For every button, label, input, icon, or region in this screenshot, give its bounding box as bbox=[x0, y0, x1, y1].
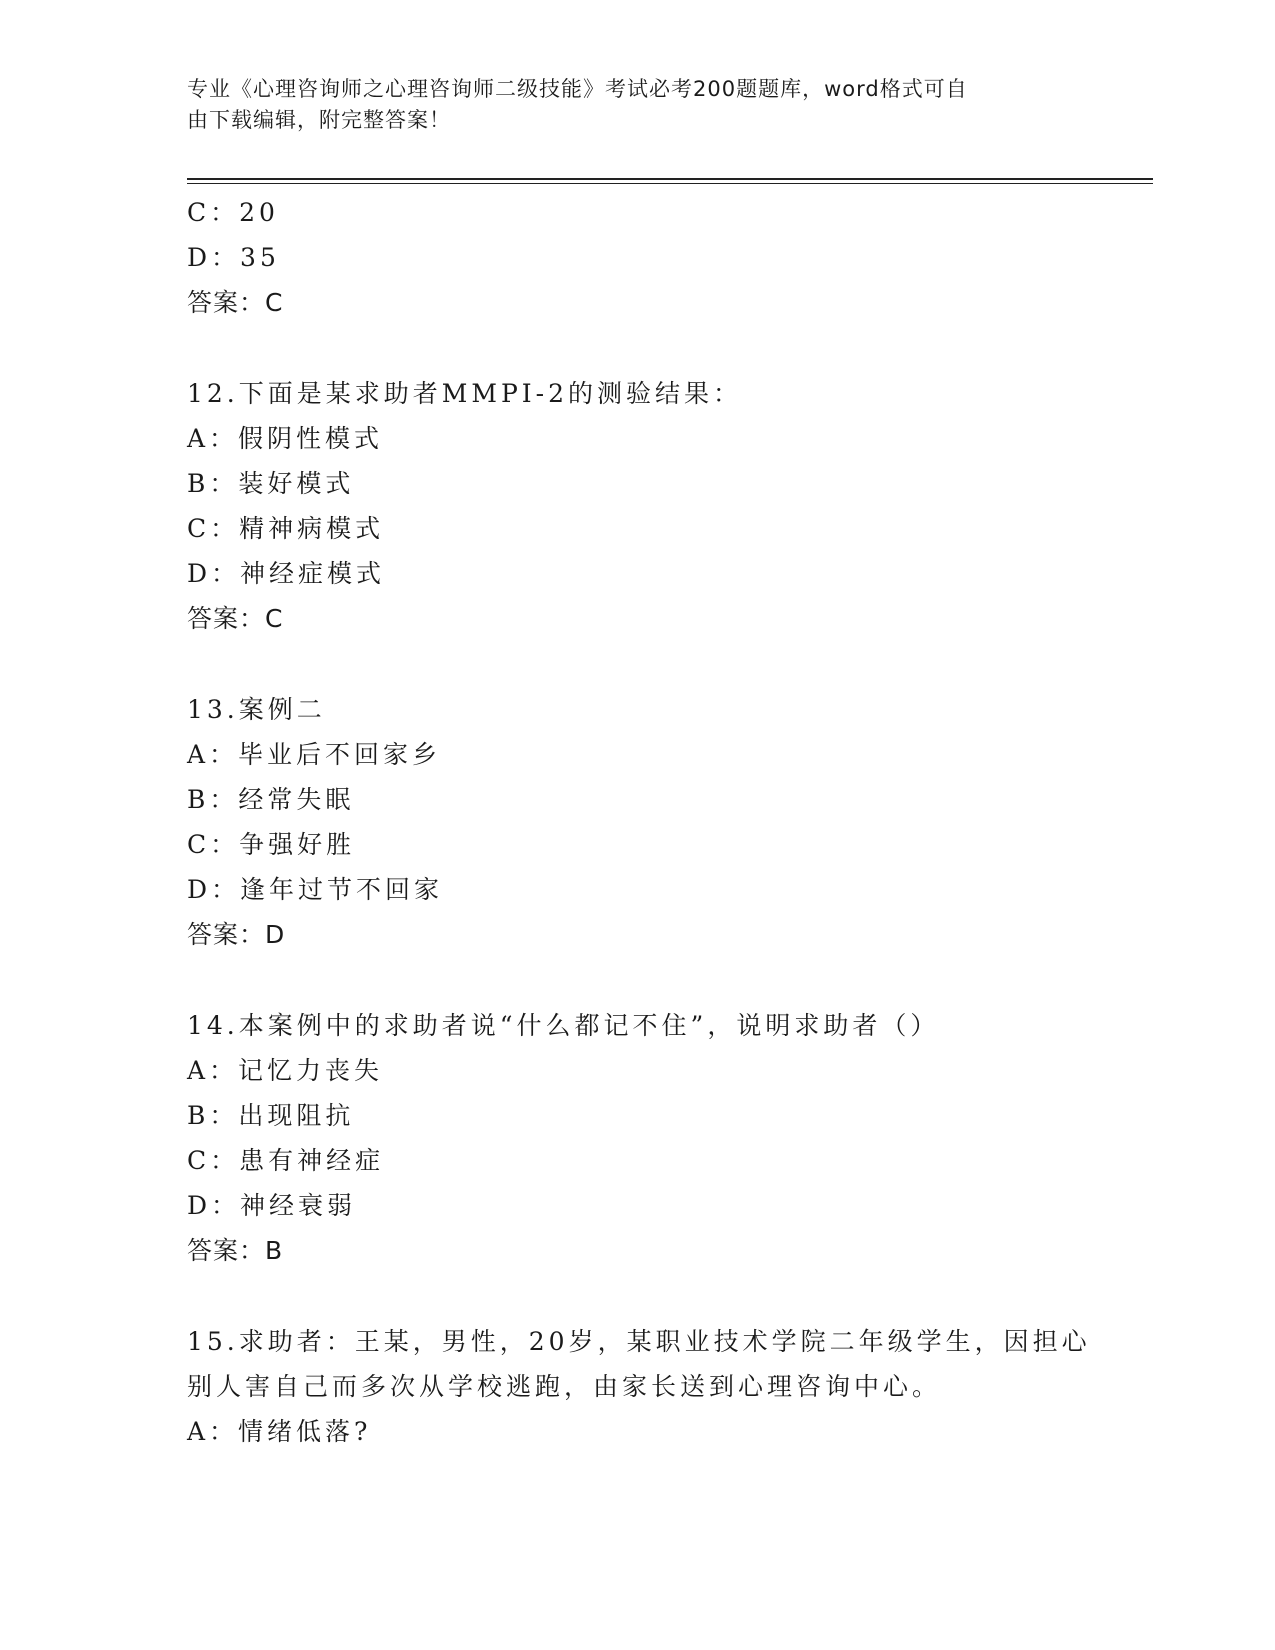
answer-line: 答案：C bbox=[187, 604, 284, 633]
option-b: B：装好模式 bbox=[187, 469, 355, 498]
option-d: D：神经症模式 bbox=[187, 559, 386, 588]
header-divider-thin bbox=[187, 183, 1153, 184]
option-b: B：出现阻抗 bbox=[187, 1101, 355, 1130]
option-a: A：记忆力丧失 bbox=[187, 1056, 384, 1085]
question-text-line-1: 15.求助者：王某，男性，20岁，某职业技术学院二年级学生，因担心 bbox=[187, 1327, 1091, 1356]
option-c: C：争强好胜 bbox=[187, 830, 356, 859]
option-a: A：假阴性模式 bbox=[187, 424, 384, 453]
question-text-line-2: 别人害自己而多次从学校逃跑，由家长送到心理咨询中心。 bbox=[187, 1372, 942, 1401]
document-header bbox=[187, 74, 1087, 136]
option-c: C：精神病模式 bbox=[187, 514, 385, 543]
header-line-2: 由下载编辑，附完整答案！ bbox=[187, 108, 451, 132]
option-d: D：神经衰弱 bbox=[187, 1191, 357, 1220]
question-12 bbox=[187, 371, 1117, 641]
option-a: A：毕业后不回家乡 bbox=[187, 740, 442, 769]
question-text: 14.本案例中的求助者说“什么都记不住”，说明求助者（） bbox=[187, 1011, 940, 1040]
question-text: 12.下面是某求助者MMPI-2的测验结果： bbox=[187, 379, 743, 408]
option-b: B：经常失眠 bbox=[187, 785, 355, 814]
question-11-continued bbox=[187, 190, 1117, 325]
answer-line: 答案：C bbox=[187, 288, 284, 317]
question-13 bbox=[187, 687, 1117, 957]
option-c: C：患有神经症 bbox=[187, 1146, 385, 1175]
option-c: C：20 bbox=[187, 198, 279, 227]
question-15 bbox=[187, 1319, 1117, 1454]
question-14 bbox=[187, 1003, 1117, 1273]
header-divider-thick bbox=[187, 178, 1153, 180]
question-text: 13.案例二 bbox=[187, 695, 326, 724]
option-d: D：35 bbox=[187, 243, 280, 272]
option-a: A：情绪低落? bbox=[187, 1417, 372, 1446]
answer-line: 答案：D bbox=[187, 920, 286, 949]
header-line-1: 专业《心理咨询师之心理咨询师二级技能》考试必考200题题库，word格式可自 bbox=[187, 77, 968, 101]
answer-line: 答案：B bbox=[187, 1236, 284, 1265]
option-d: D：逢年过节不回家 bbox=[187, 875, 444, 904]
question-list bbox=[187, 190, 1117, 1454]
